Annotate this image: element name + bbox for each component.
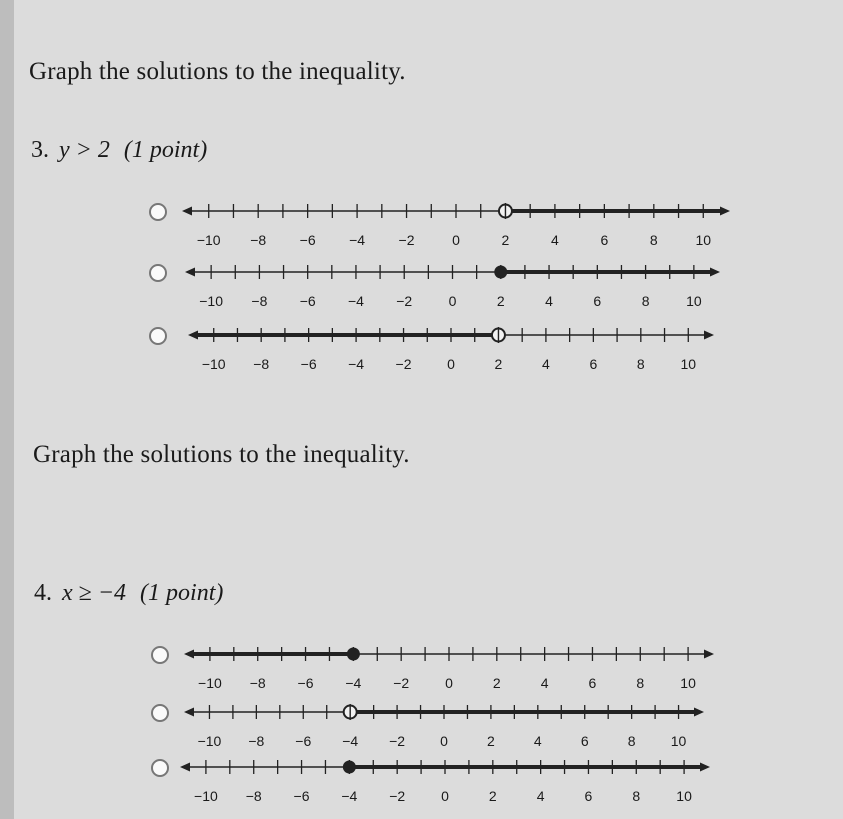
arrow-right [704,331,714,340]
tick-label: 10 [695,232,712,248]
tick-label: −10 [198,675,222,691]
tick-label: 10 [680,675,696,691]
tick-label: 2 [492,675,501,691]
tick-label: −8 [248,733,265,749]
closed-point [343,761,356,774]
tick-label: −2 [395,356,412,372]
tick-label: −2 [389,733,406,749]
tick-label: −4 [348,356,365,372]
tick-label: −6 [299,293,316,309]
tick-label: 10 [686,293,702,309]
tick-label: −8 [250,232,267,248]
tick-label: 10 [676,788,692,804]
tick-label: 6 [593,293,602,309]
tick-label: 10 [680,356,697,372]
points-label: (1 point) [140,580,224,606]
tick-label: 0 [447,356,455,372]
tick-label: −6 [295,733,312,749]
tick-label: −4 [345,675,362,691]
tick-label: 4 [551,232,559,248]
tick-label: −8 [251,293,268,309]
tick-label: −2 [396,293,413,309]
tick-label: 2 [494,356,503,372]
tick-label: 2 [501,232,510,248]
tick-label: 0 [440,733,448,749]
tick-label: −4 [347,293,364,309]
number-line-option [0,639,843,699]
tick-label: 8 [632,788,641,804]
tick-label: −6 [299,232,316,248]
tick-label: 8 [636,675,645,691]
tick-label: 8 [649,232,658,248]
tick-label: 0 [445,675,453,691]
section-heading: Graph the solutions to the inequality. [33,441,410,468]
tick-label: −10 [197,733,222,749]
arrow-right [700,763,710,772]
tick-label: 8 [636,356,645,372]
arrow-left [185,268,195,277]
arrow-left [188,331,198,340]
tick-label: 6 [589,356,598,372]
tick-label: 0 [452,232,460,248]
tick-label: 6 [584,788,593,804]
tick-label: 4 [536,788,545,804]
tick-label: −4 [341,788,358,804]
tick-label: 2 [487,733,495,749]
tick-label: 4 [542,356,550,372]
tick-label: 6 [600,232,609,248]
tick-label: 4 [540,675,549,691]
tick-label: 0 [448,293,457,309]
tick-label: −10 [199,293,224,309]
tick-label: −2 [393,675,410,691]
arrow-right [704,650,714,659]
inequality-expression: y > 2 [59,137,110,163]
tick-label: −8 [253,356,270,372]
arrow-right [710,268,720,277]
tick-label: −2 [398,232,415,248]
arrow-left [184,708,194,717]
number-line-option [0,320,843,380]
tick-label: −8 [245,788,262,804]
tick-label: −6 [297,675,314,691]
tick-label: −10 [194,788,218,804]
tick-label: −8 [249,675,266,691]
question-4 [34,580,223,607]
tick-label: −6 [300,356,317,372]
arrow-right [694,708,704,717]
number-line-option [0,257,843,317]
tick-label: 0 [441,788,449,804]
tick-label: 2 [496,293,505,309]
tick-label: −2 [389,788,406,804]
question-number: 3. [31,137,49,163]
tick-label: −4 [349,232,366,248]
tick-label: 4 [533,733,542,749]
tick-label: −10 [196,232,221,248]
tick-label: 8 [627,733,636,749]
points-label: (1 point) [123,137,208,163]
tick-label: 2 [488,788,497,804]
tick-label: 8 [641,293,650,309]
arrow-left [184,650,194,659]
arrow-left [180,763,190,772]
tick-label: 6 [588,675,597,691]
tick-label: 6 [580,733,589,749]
number-line-option [0,752,843,812]
number-line-option [0,196,843,256]
tick-label: 4 [545,293,553,309]
question-3 [31,137,207,164]
closed-point [347,648,360,661]
tick-label: −4 [342,733,359,749]
tick-label: −10 [201,356,226,372]
tick-label: 10 [670,733,687,749]
question-number: 4. [34,580,52,606]
inequality-expression: x ≥ −4 [62,580,127,606]
number-line-option [0,697,843,757]
section-heading: Graph the solutions to the inequality. [29,58,406,85]
closed-point [494,266,507,279]
tick-label: −6 [293,788,310,804]
arrow-left [182,207,192,216]
arrow-right [720,207,730,216]
